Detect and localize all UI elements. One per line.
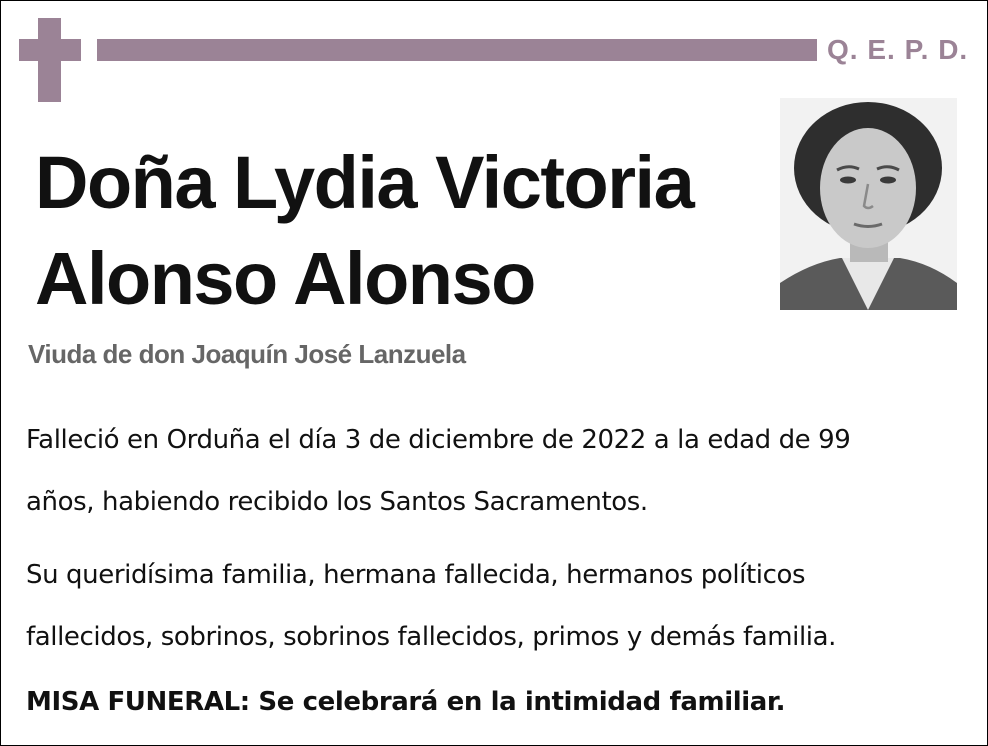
header-rule — [97, 39, 817, 61]
paragraph2-line1: Su queridísima familia, hermana fallecida, hermanos políticos — [26, 560, 806, 590]
paragraph1-line2: años, habiendo recibido los Santos Sacramentos. — [26, 487, 648, 517]
qepd-badge: Q. E. P. D. — [827, 34, 969, 65]
paragraph1-line1: Falleció en Orduña el día 3 de diciembre de 2022 a la edad de 99 — [26, 425, 851, 455]
cross-horizontal-bar — [19, 39, 81, 61]
portrait-photo — [780, 98, 957, 310]
name-line-1: Doña Lydia Victoria — [35, 141, 694, 224]
name-line-2: Alonso Alonso — [35, 237, 535, 320]
widow-of-subtitle: Viuda de don Joaquín José Lanzuela — [28, 339, 466, 369]
funeral-mass-notice: MISA FUNERAL: Se celebrará en la intimidad familiar. — [26, 687, 786, 717]
paragraph2-line2: fallecidos, sobrinos, sobrinos fallecidos, primos y demás familia. — [26, 622, 837, 652]
death-announcement-paragraph — [26, 409, 926, 533]
portrait-illustration — [780, 98, 957, 310]
deceased-name — [35, 135, 755, 327]
family-paragraph — [26, 544, 926, 668]
